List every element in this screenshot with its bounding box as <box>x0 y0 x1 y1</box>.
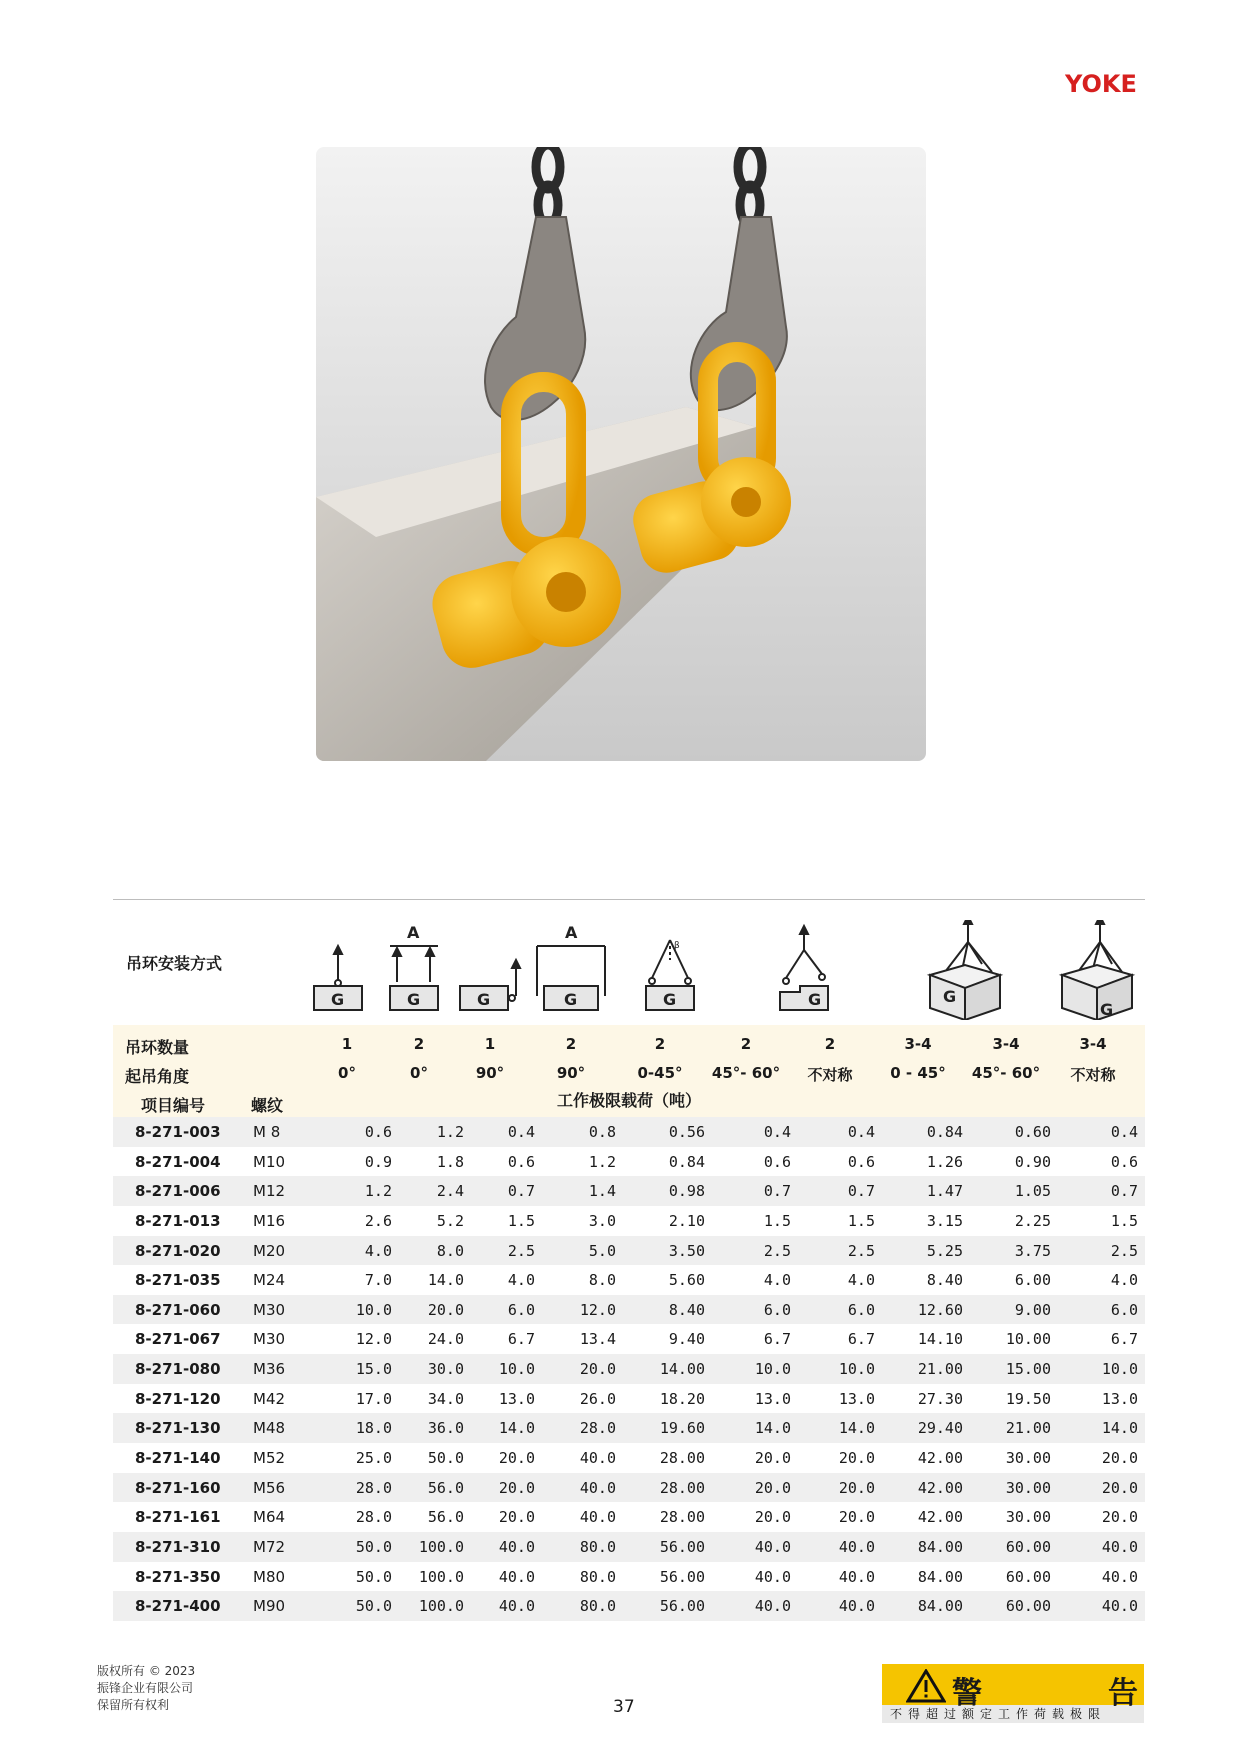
thread-size: M16 <box>253 1211 286 1230</box>
count-value: 3-4 <box>1079 1035 1107 1053</box>
diagram-6 <box>780 926 828 1010</box>
angle-value: 45°- 60° <box>711 1064 781 1082</box>
load-value: 28.0 <box>579 1419 616 1438</box>
angle-value: 90° <box>556 1064 586 1082</box>
load-value: 0.84 <box>926 1123 963 1141</box>
diagram-8 <box>1062 920 1132 1020</box>
load-value: 6.0 <box>1110 1300 1138 1319</box>
load-value: 1.5 <box>1110 1211 1138 1230</box>
load-value: 30.0 <box>427 1360 464 1379</box>
table-row <box>113 1236 1145 1266</box>
table-row <box>113 1295 1145 1325</box>
load-value: 5.60 <box>668 1271 705 1290</box>
load-value: 42.00 <box>917 1449 963 1468</box>
svg-text:G: G <box>943 987 957 1006</box>
item-code: 8-271-161 <box>135 1508 221 1527</box>
item-code: 8-271-035 <box>135 1271 221 1290</box>
load-value: 18.0 <box>355 1419 392 1438</box>
load-value: 14.00 <box>659 1360 705 1379</box>
angle-value: 0° <box>338 1064 356 1082</box>
item-code: 8-271-013 <box>135 1211 221 1230</box>
load-value: 14.0 <box>838 1419 875 1438</box>
load-value: 20.0 <box>427 1300 464 1319</box>
load-value: 84.00 <box>917 1597 963 1616</box>
load-value: 50.0 <box>355 1537 392 1556</box>
load-value: 1.05 <box>1014 1182 1051 1201</box>
item-code: 8-271-160 <box>135 1478 221 1497</box>
load-value: 2.10 <box>668 1211 705 1230</box>
load-value: 40.0 <box>754 1537 791 1556</box>
load-value: 40.0 <box>1101 1567 1138 1586</box>
load-value: 40.0 <box>838 1597 875 1616</box>
load-value: 56.0 <box>427 1508 464 1527</box>
count-value: 2 <box>824 1035 836 1053</box>
load-value: 0.90 <box>1014 1152 1051 1171</box>
thread-label: 螺纹 <box>251 1096 284 1115</box>
load-value: 40.0 <box>754 1597 791 1616</box>
load-value: 80.0 <box>579 1567 616 1586</box>
load-value: 10.0 <box>754 1360 791 1379</box>
load-value: 25.0 <box>355 1449 392 1468</box>
thread-size: M10 <box>253 1152 286 1171</box>
load-value: 12.0 <box>355 1330 392 1349</box>
load-value: 6.0 <box>763 1300 791 1319</box>
svg-text:G: G <box>808 990 822 1009</box>
load-value: 15.00 <box>1005 1360 1051 1379</box>
load-value: 14.0 <box>1101 1419 1138 1438</box>
copyright <box>97 1663 195 1714</box>
load-value: 50.0 <box>355 1567 392 1586</box>
load-value: 0.4 <box>507 1123 535 1141</box>
load-value: 60.00 <box>1005 1597 1051 1616</box>
load-value: 30.00 <box>1005 1508 1051 1527</box>
diagram-1 <box>314 946 362 1010</box>
item-code: 8-271-350 <box>135 1567 221 1586</box>
thread-size: M 8 <box>253 1123 281 1141</box>
load-value: 20.0 <box>498 1478 535 1497</box>
load-value: 1.2 <box>364 1182 392 1201</box>
load-value: 27.30 <box>917 1389 963 1408</box>
table-row <box>113 1473 1145 1503</box>
load-value: 9.40 <box>668 1330 705 1349</box>
load-value: 0.6 <box>1110 1152 1138 1171</box>
load-value: 2.6 <box>364 1211 392 1230</box>
install-method-label: 吊环安装方式 <box>126 954 223 973</box>
load-value: 24.0 <box>427 1330 464 1349</box>
load-value: 20.0 <box>754 1449 791 1468</box>
thread-size: M36 <box>253 1360 286 1379</box>
load-value: 2.25 <box>1014 1211 1051 1230</box>
load-value: 60.00 <box>1005 1567 1051 1586</box>
count-value: 1 <box>341 1035 353 1053</box>
load-value: 14.0 <box>498 1419 535 1438</box>
angle-value: 0-45° <box>637 1064 683 1082</box>
load-value: 6.7 <box>507 1330 535 1349</box>
load-value: 40.0 <box>498 1567 535 1586</box>
load-value: 50.0 <box>355 1597 392 1616</box>
load-value: 1.2 <box>436 1123 464 1141</box>
load-value: 100.0 <box>418 1537 464 1556</box>
item-code: 8-271-400 <box>135 1597 221 1616</box>
load-value: 6.7 <box>1110 1330 1138 1349</box>
load-value: 56.00 <box>659 1567 705 1586</box>
load-value: 40.0 <box>579 1508 616 1527</box>
load-value: 12.0 <box>579 1300 616 1319</box>
load-value: 10.0 <box>838 1360 875 1379</box>
load-value: 20.0 <box>498 1449 535 1468</box>
load-value: 20.0 <box>498 1508 535 1527</box>
load-value: 7.0 <box>364 1271 392 1290</box>
load-value: 4.0 <box>847 1271 875 1290</box>
warning-sign <box>882 1664 1144 1723</box>
item-code: 8-271-020 <box>135 1241 221 1260</box>
load-value: 40.0 <box>498 1597 535 1616</box>
thread-size: M90 <box>253 1597 286 1616</box>
load-value: 0.4 <box>847 1123 875 1141</box>
thread-size: M42 <box>253 1389 286 1408</box>
load-value: 15.0 <box>355 1360 392 1379</box>
load-value: 20.0 <box>1101 1508 1138 1527</box>
warning-char-1: 警 <box>952 1676 982 1711</box>
load-value: 1.8 <box>436 1152 464 1171</box>
load-value: 30.00 <box>1005 1478 1051 1497</box>
angle-label: 起吊角度 <box>125 1067 190 1086</box>
load-value: 40.0 <box>838 1537 875 1556</box>
count-label: 吊环数量 <box>125 1038 190 1057</box>
load-value: 80.0 <box>579 1537 616 1556</box>
svg-text:G: G <box>564 990 578 1009</box>
load-value: 13.0 <box>1101 1389 1138 1408</box>
load-value: 6.00 <box>1014 1271 1051 1290</box>
load-value: 8.0 <box>436 1241 464 1260</box>
thread-size: M72 <box>253 1537 286 1556</box>
load-value: 8.40 <box>668 1300 705 1319</box>
load-value: 100.0 <box>418 1567 464 1586</box>
load-table <box>113 1117 1145 1621</box>
thread-size: M24 <box>253 1271 286 1290</box>
load-value: 0.98 <box>668 1182 705 1201</box>
load-value: 40.0 <box>1101 1537 1138 1556</box>
load-value: 2.5 <box>847 1241 875 1260</box>
load-value: 1.5 <box>847 1211 875 1230</box>
load-value: 30.00 <box>1005 1449 1051 1468</box>
load-value: 21.00 <box>917 1360 963 1379</box>
count-value: 2 <box>413 1035 425 1053</box>
item-code: 8-271-140 <box>135 1449 221 1468</box>
diagram-2 <box>390 923 438 1010</box>
table-row <box>113 1502 1145 1532</box>
load-value: 1.2 <box>588 1152 616 1171</box>
svg-text:A: A <box>565 923 578 942</box>
load-value: 0.7 <box>763 1182 791 1201</box>
thread-size: M30 <box>253 1300 286 1319</box>
svg-text:YOKE: YOKE <box>1065 70 1137 96</box>
load-value: 84.00 <box>917 1537 963 1556</box>
diagram-5 <box>646 940 694 1010</box>
table-row <box>113 1206 1145 1236</box>
thread-size: M52 <box>253 1449 286 1468</box>
load-value: 10.00 <box>1005 1330 1051 1349</box>
load-value: 0.9 <box>364 1152 392 1171</box>
copyright-line: 版权所有 © 2023 <box>97 1664 196 1678</box>
load-value: 40.0 <box>579 1449 616 1468</box>
count-value: 1 <box>484 1035 496 1053</box>
table-row <box>113 1324 1145 1354</box>
item-code: 8-271-130 <box>135 1419 221 1438</box>
load-value: 28.00 <box>659 1449 705 1468</box>
svg-text:G: G <box>477 990 491 1009</box>
load-value: 0.7 <box>847 1182 875 1201</box>
item-code: 8-271-004 <box>135 1152 221 1171</box>
item-code: 8-271-080 <box>135 1360 221 1379</box>
load-value: 18.20 <box>659 1389 705 1408</box>
load-value: 6.0 <box>847 1300 875 1319</box>
install-diagrams <box>300 920 1150 1020</box>
load-value: 3.50 <box>668 1241 705 1260</box>
load-value: 40.0 <box>579 1478 616 1497</box>
load-value: 40.0 <box>838 1567 875 1586</box>
load-value: 4.0 <box>1110 1271 1138 1290</box>
warning-char-2: 告 <box>1108 1676 1138 1711</box>
angle-value: 0 - 45° <box>890 1064 946 1082</box>
load-value: 42.00 <box>917 1508 963 1527</box>
load-value: 34.0 <box>427 1389 464 1408</box>
code-label: 项目编号 <box>141 1096 206 1115</box>
load-value: 19.60 <box>659 1419 705 1438</box>
table-row <box>113 1117 1145 1147</box>
load-value: 1.5 <box>763 1211 791 1230</box>
load-value: 40.0 <box>1101 1597 1138 1616</box>
load-value: 13.0 <box>498 1389 535 1408</box>
load-value: 4.0 <box>507 1271 535 1290</box>
angle-value: 45°- 60° <box>971 1064 1041 1082</box>
load-value: 60.00 <box>1005 1537 1051 1556</box>
load-value: 26.0 <box>579 1389 616 1408</box>
svg-text:A: A <box>407 923 420 942</box>
load-value: 50.0 <box>427 1449 464 1468</box>
table-row <box>113 1265 1145 1295</box>
load-value: 5.0 <box>588 1241 616 1260</box>
thread-size: M64 <box>253 1508 286 1527</box>
load-value: 0.56 <box>668 1123 705 1141</box>
load-value: 13.0 <box>754 1389 791 1408</box>
thread-size: M80 <box>253 1567 286 1586</box>
load-value: 3.15 <box>926 1211 963 1230</box>
table-row <box>113 1354 1145 1384</box>
thread-size: M30 <box>253 1330 286 1349</box>
diagram-4 <box>537 923 605 1010</box>
load-value: 0.60 <box>1014 1123 1051 1141</box>
warning-triangle-icon <box>906 1669 946 1703</box>
load-value: 5.25 <box>926 1241 963 1260</box>
warning-text: 不得超过额定工作荷载极限 <box>882 1705 1144 1723</box>
load-value: 0.7 <box>507 1182 535 1201</box>
load-value: 20.0 <box>838 1449 875 1468</box>
load-value: 20.0 <box>579 1360 616 1379</box>
load-value: 0.6 <box>763 1152 791 1171</box>
item-code: 8-271-067 <box>135 1330 221 1349</box>
thread-size: M48 <box>253 1419 286 1438</box>
load-label: 工作极限载荷（吨） <box>556 1091 701 1110</box>
table-row <box>113 1562 1145 1592</box>
load-value: 20.0 <box>838 1478 875 1497</box>
rights-line: 保留所有权利 <box>97 1698 170 1712</box>
thread-size: M20 <box>253 1241 286 1260</box>
load-value: 28.00 <box>659 1478 705 1497</box>
load-value: 20.0 <box>1101 1449 1138 1468</box>
load-value: 42.00 <box>917 1478 963 1497</box>
load-value: 8.0 <box>588 1271 616 1290</box>
load-value: 0.6 <box>364 1123 392 1141</box>
item-code: 8-271-060 <box>135 1300 221 1319</box>
load-value: 40.0 <box>754 1567 791 1586</box>
table-row <box>113 1147 1145 1177</box>
page-number: 37 <box>613 1697 635 1717</box>
load-value: 6.0 <box>507 1300 535 1319</box>
table-row <box>113 1591 1145 1621</box>
count-value: 2 <box>654 1035 666 1053</box>
load-value: 1.47 <box>926 1182 963 1201</box>
angle-value: 不对称 <box>807 1066 853 1084</box>
load-value: 14.10 <box>917 1330 963 1349</box>
svg-text:G: G <box>331 990 345 1009</box>
load-value: 20.0 <box>754 1508 791 1527</box>
load-value: 28.00 <box>659 1508 705 1527</box>
load-value: 0.7 <box>1110 1182 1138 1201</box>
load-value: 0.4 <box>763 1123 791 1141</box>
load-value: 84.00 <box>917 1567 963 1586</box>
load-value: 29.40 <box>917 1419 963 1438</box>
load-value: 56.00 <box>659 1597 705 1616</box>
load-value: 5.2 <box>436 1211 464 1230</box>
angle-value: 0° <box>410 1064 428 1082</box>
count-value: 2 <box>740 1035 752 1053</box>
item-code: 8-271-003 <box>135 1123 221 1141</box>
svg-text:G: G <box>407 990 421 1009</box>
load-value: 40.0 <box>498 1537 535 1556</box>
diagram-3 <box>460 960 520 1010</box>
load-value: 10.0 <box>1101 1360 1138 1379</box>
table-row <box>113 1384 1145 1414</box>
table-header <box>113 1025 1145 1118</box>
load-value: 1.26 <box>926 1152 963 1171</box>
load-value: 20.0 <box>838 1508 875 1527</box>
product-photo <box>316 147 926 761</box>
diagram-7 <box>930 920 1000 1020</box>
section-divider <box>113 899 1145 900</box>
load-value: 4.0 <box>364 1241 392 1260</box>
item-code: 8-271-006 <box>135 1182 221 1201</box>
load-value: 36.0 <box>427 1419 464 1438</box>
thread-size: M56 <box>253 1478 286 1497</box>
load-value: 3.0 <box>588 1211 616 1230</box>
table-row <box>113 1443 1145 1473</box>
load-value: 3.75 <box>1014 1241 1051 1260</box>
angle-value: 90° <box>475 1064 505 1082</box>
load-value: 9.00 <box>1014 1300 1051 1319</box>
load-value: 10.0 <box>355 1300 392 1319</box>
load-value: 19.50 <box>1005 1389 1051 1408</box>
load-value: 56.00 <box>659 1537 705 1556</box>
load-value: 20.0 <box>754 1478 791 1497</box>
load-value: 12.60 <box>917 1300 963 1319</box>
load-value: 8.40 <box>926 1271 963 1290</box>
load-value: 14.0 <box>427 1271 464 1290</box>
count-value: 2 <box>565 1035 577 1053</box>
load-value: 13.0 <box>838 1389 875 1408</box>
angle-value: 不对称 <box>1070 1066 1116 1084</box>
load-value: 4.0 <box>763 1271 791 1290</box>
table-row <box>113 1176 1145 1206</box>
company-line: 振锋企业有限公司 <box>97 1681 194 1695</box>
load-value: 0.6 <box>847 1152 875 1171</box>
load-value: 17.0 <box>355 1389 392 1408</box>
svg-text:G: G <box>663 990 677 1009</box>
load-value: 6.7 <box>763 1330 791 1349</box>
load-value: 1.4 <box>588 1182 616 1201</box>
load-value: 20.0 <box>1101 1478 1138 1497</box>
load-value: 0.84 <box>668 1152 705 1171</box>
yoke-logo <box>1065 70 1145 96</box>
item-code: 8-271-120 <box>135 1389 221 1408</box>
thread-size: M12 <box>253 1182 286 1201</box>
load-value: 13.4 <box>579 1330 616 1349</box>
load-value: 10.0 <box>498 1360 535 1379</box>
load-value: 2.5 <box>507 1241 535 1260</box>
load-value: 21.00 <box>1005 1419 1051 1438</box>
load-value: 2.5 <box>763 1241 791 1260</box>
load-value: 80.0 <box>579 1597 616 1616</box>
table-row <box>113 1413 1145 1443</box>
count-value: 3-4 <box>992 1035 1020 1053</box>
load-value: 6.7 <box>847 1330 875 1349</box>
svg-text:β: β <box>674 941 680 951</box>
table-row <box>113 1532 1145 1562</box>
load-value: 0.4 <box>1110 1123 1138 1141</box>
load-value: 1.5 <box>507 1211 535 1230</box>
item-code: 8-271-310 <box>135 1537 221 1556</box>
count-value: 3-4 <box>904 1035 932 1053</box>
load-value: 14.0 <box>754 1419 791 1438</box>
load-value: 56.0 <box>427 1478 464 1497</box>
svg-text:G: G <box>1100 1000 1114 1019</box>
load-value: 0.6 <box>507 1152 535 1171</box>
load-value: 100.0 <box>418 1597 464 1616</box>
load-value: 2.5 <box>1110 1241 1138 1260</box>
load-value: 28.0 <box>355 1478 392 1497</box>
load-value: 0.8 <box>588 1123 616 1141</box>
load-value: 28.0 <box>355 1508 392 1527</box>
load-value: 2.4 <box>436 1182 464 1201</box>
